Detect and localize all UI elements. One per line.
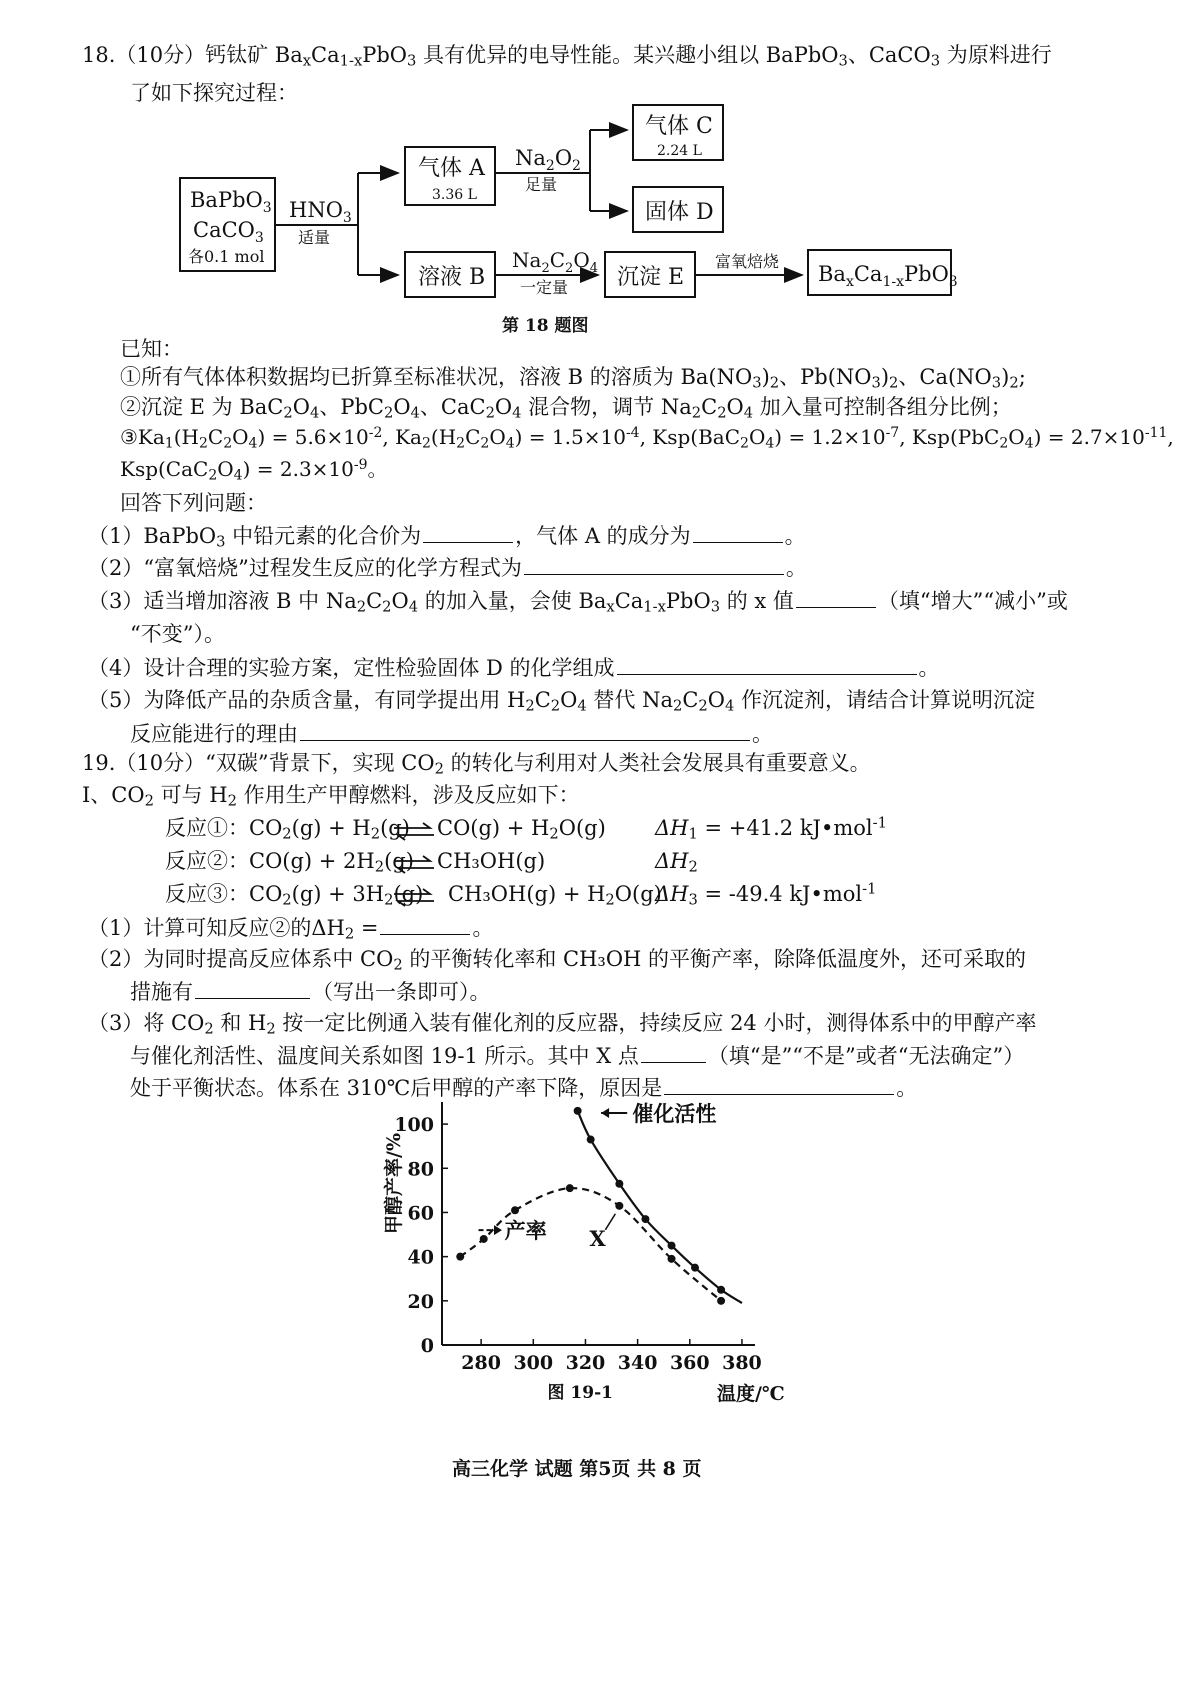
x-tick-label: 300 (513, 1352, 554, 1374)
q19-intro: 19.（10分）“双碳”背景下，实现 $CO_2$ 的转化与利用对人类社会发展具有重要意义。 (82, 751, 871, 778)
start-line3: 各0.1 mol (188, 247, 265, 266)
data-point (717, 1286, 725, 1294)
reagent-na2o2-amount: 足量 (525, 175, 558, 194)
arrow-head-icon (601, 1108, 609, 1118)
data-point (615, 1202, 623, 1210)
reaction-3-dh: $\Delta H_3 = -49.4$ kJ•mol$^{-1}$ (655, 880, 877, 909)
solution-b-label: 溶液 B (418, 265, 486, 290)
answer-blank[interactable] (423, 520, 513, 543)
y-axis-label: 甲醇产率/% (383, 1133, 405, 1234)
q18-part5-line2: 反应能进行的理由 。 (130, 718, 773, 751)
reagent-roast: 富氧焙烧 (715, 252, 780, 271)
known-1: ①所有气体体积数据均已折算至标准状况，溶液 B 的溶质为 $Ba(NO_3)_2$、$Pb(NO_3)_2$、$Ca(NO_3)_2$; (120, 365, 1026, 392)
answer-title: 回答下列问题： (120, 491, 267, 515)
x-tick-label: 360 (669, 1352, 710, 1374)
y-tick-label: 60 (407, 1202, 434, 1225)
x-tick-label: 280 (461, 1352, 501, 1374)
data-point (615, 1180, 623, 1188)
equilibrium-icon (394, 823, 434, 906)
gas-a-label: 气体 A (418, 156, 485, 181)
q19-part2-line2: 措施有 （写出一条即可）。 (130, 976, 491, 1009)
data-point (511, 1206, 519, 1214)
q19-part1: （1）计算可知反应②的$\Delta H_2$ = 。 (88, 912, 493, 945)
q19-part2: （2）为同时提高反应体系中 $CO_2$ 的平衡转化率和 CH₃OH 的平衡产率，除降低温度外，还可采取的 (88, 947, 1027, 974)
data-point (587, 1136, 595, 1144)
reaction-3-rhs: $CH_3OH(g) + H_2O(g)$ (448, 882, 662, 909)
series-line-catalyst-activity (578, 1111, 742, 1303)
series-label-catalyst: 催化活性 (632, 1101, 717, 1127)
answer-blank[interactable] (524, 552, 784, 575)
start-line2: CaCO$_3$ (193, 218, 264, 246)
reagent-hno3-amount: 适量 (298, 228, 331, 247)
gas-c-label: 气体 C (645, 114, 713, 139)
precip-e-label: 沉淀 E (617, 265, 685, 290)
known-3: $③Ka_1(H_2C_2O_4) = 5.6\times 10^{-2}$, $Ka_2(H_2C_2O_4) = 1.5\times 10^{-4}$, $Ksp(BaC_2O_4) = 1.2\times 10^{-7}$, $Ksp(PbC_2O_4) = 2.7\times 10^{-11}$, (120, 425, 1174, 452)
x-tick-label: 380 (722, 1352, 762, 1374)
reaction-1-dh: $\Delta H_1 = +41.2$ kJ•mol$^{-1}$ (655, 814, 887, 843)
arrow-head-icon (494, 1225, 502, 1235)
known-4: $Ksp(CaC_2O_4) = 2.3\times 10^{-9}$。 (120, 457, 388, 484)
reagent-na2o2: $Na_2O_2$ (515, 146, 581, 174)
q18-part1: （1）BaPbO$_3$ 中铅元素的化合价为 ，气体 A 的成分为 。 (88, 520, 806, 553)
flow-diagram (0, 95, 1200, 345)
reaction-2-rhs: CH₃OH(g) (437, 849, 546, 873)
answer-blank[interactable] (300, 718, 750, 741)
series-label-yield: 产率 (504, 1218, 547, 1244)
data-point (668, 1255, 676, 1263)
annotation-x: X (589, 1225, 606, 1251)
y-tick-label: 100 (394, 1114, 434, 1137)
gas-c-volume: 2.24 L (657, 143, 702, 159)
product-label: $Ba_xCa_{1-x}PbO_3$ (818, 262, 958, 290)
y-tick-label: 80 (407, 1158, 434, 1181)
q18-part2: （2）“富氧焙烧”过程发生反应的化学方程式为 。 (88, 552, 807, 585)
q18-part3-line2: “不变”）。 (130, 622, 225, 646)
q18-part5: （5）为降低产品的杂质含量，有同学提出用 $H_2C_2O_4$ 替代 $Na_2C_2O_4$ 作沉淀剂，请结合计算说明沉淀 (88, 688, 1036, 715)
reagent-na2c2o4: $Na_2C_2O_4$ (512, 248, 598, 276)
q18-intro: 18.（10分）钙钛矿 $Ba_xCa_{1-x}PbO_3$ 具有优异的电导性能。某兴趣小组以 BaPbO$_3$、CaCO$_3$ 为原料进行 (82, 43, 1052, 70)
y-tick-label: 0 (420, 1335, 434, 1357)
yield-chart (380, 1090, 800, 1410)
q18-intro-line2: 了如下探究过程： (130, 81, 298, 105)
answer-blank[interactable] (195, 976, 310, 999)
chart-caption: 图 19-1 (547, 1383, 613, 1403)
reaction-3: 反应③：$CO_2(g) + 3H_2(g)$ (165, 882, 424, 909)
annotation-leader (605, 1214, 615, 1230)
data-point (574, 1107, 582, 1115)
answer-blank[interactable] (641, 1040, 706, 1063)
answer-blank[interactable] (796, 585, 876, 608)
q19-part3: （3）将 $CO_2$ 和 $H_2$ 按一定比例通入装有催化剂的反应器，持续反应 24 小时，测得体系中的甲醇产率 (88, 1011, 1037, 1038)
reaction-2: 反应②：$CO(g) + 2H_2(g)$ (165, 849, 414, 876)
answer-blank[interactable] (617, 652, 917, 675)
known-title: 已知： (120, 337, 183, 361)
diagram-caption: 第 18 题图 (502, 316, 589, 336)
y-tick-label: 40 (407, 1246, 434, 1269)
start-line1: BaPbO$_3$ (190, 188, 272, 216)
equilibrium-arrows (390, 815, 440, 915)
solid-d-label: 固体 D (645, 200, 714, 225)
answer-blank[interactable] (380, 912, 470, 935)
q18-part3: （3）适当增加溶液 B 中 $Na_2C_2O_4$ 的加入量，会使 $Ba_xCa_{1-x}PbO_3$ 的 x 值 （填“增大”“减小”或 (88, 585, 1068, 618)
data-point (456, 1253, 464, 1261)
data-point (641, 1215, 649, 1223)
y-tick-label: 20 (407, 1290, 434, 1313)
reaction-1-rhs: $CO(g) + H_2O(g)$ (437, 816, 606, 843)
reagent-na2c2o4-amount: 一定量 (520, 278, 569, 297)
answer-blank[interactable] (693, 520, 783, 543)
data-point (691, 1264, 699, 1272)
q19-part3-line3: 处于平衡状态。体系在 310℃后甲醇的产率下降，原因是 。 (130, 1072, 917, 1105)
data-point (566, 1184, 574, 1192)
q19-part-i: I、$CO_2$ 可与 $H_2$ 作用生产甲醇燃料，涉及反应如下： (82, 783, 580, 810)
x-tick-label: 320 (565, 1352, 606, 1374)
q18-part4: （4）设计合理的实验方案，定性检验固体 D 的化学组成 。 (88, 652, 940, 685)
data-point (668, 1242, 676, 1250)
reagent-hno3: $HNO_3$ (289, 198, 352, 226)
known-2: ②沉淀 E 为 $BaC_2O_4$、$PbC_2O_4$、$CaC_2O_4$ 混合物，调节 $Na_2C_2O_4$ 加入量可控制各组分比例； (120, 395, 1012, 422)
data-point (480, 1235, 488, 1243)
x-axis-label: 温度/℃ (717, 1383, 785, 1405)
q19-part3-line2: 与催化剂活性、温度间关系如图 19-1 所示。其中 X 点 （填“是”“不是”或者“无法确定”） (130, 1040, 1024, 1073)
reaction-2-dh: $\Delta H_2$ (655, 849, 698, 876)
gas-a-volume: 3.36 L (432, 187, 477, 203)
x-tick-label: 340 (617, 1352, 658, 1374)
data-point (717, 1297, 725, 1305)
reaction-1: 反应①：$CO_2(g) + H_2(g)$ (165, 816, 410, 843)
page-footer: 高三化学 试题 第5页 共 8 页 (452, 1458, 702, 1480)
